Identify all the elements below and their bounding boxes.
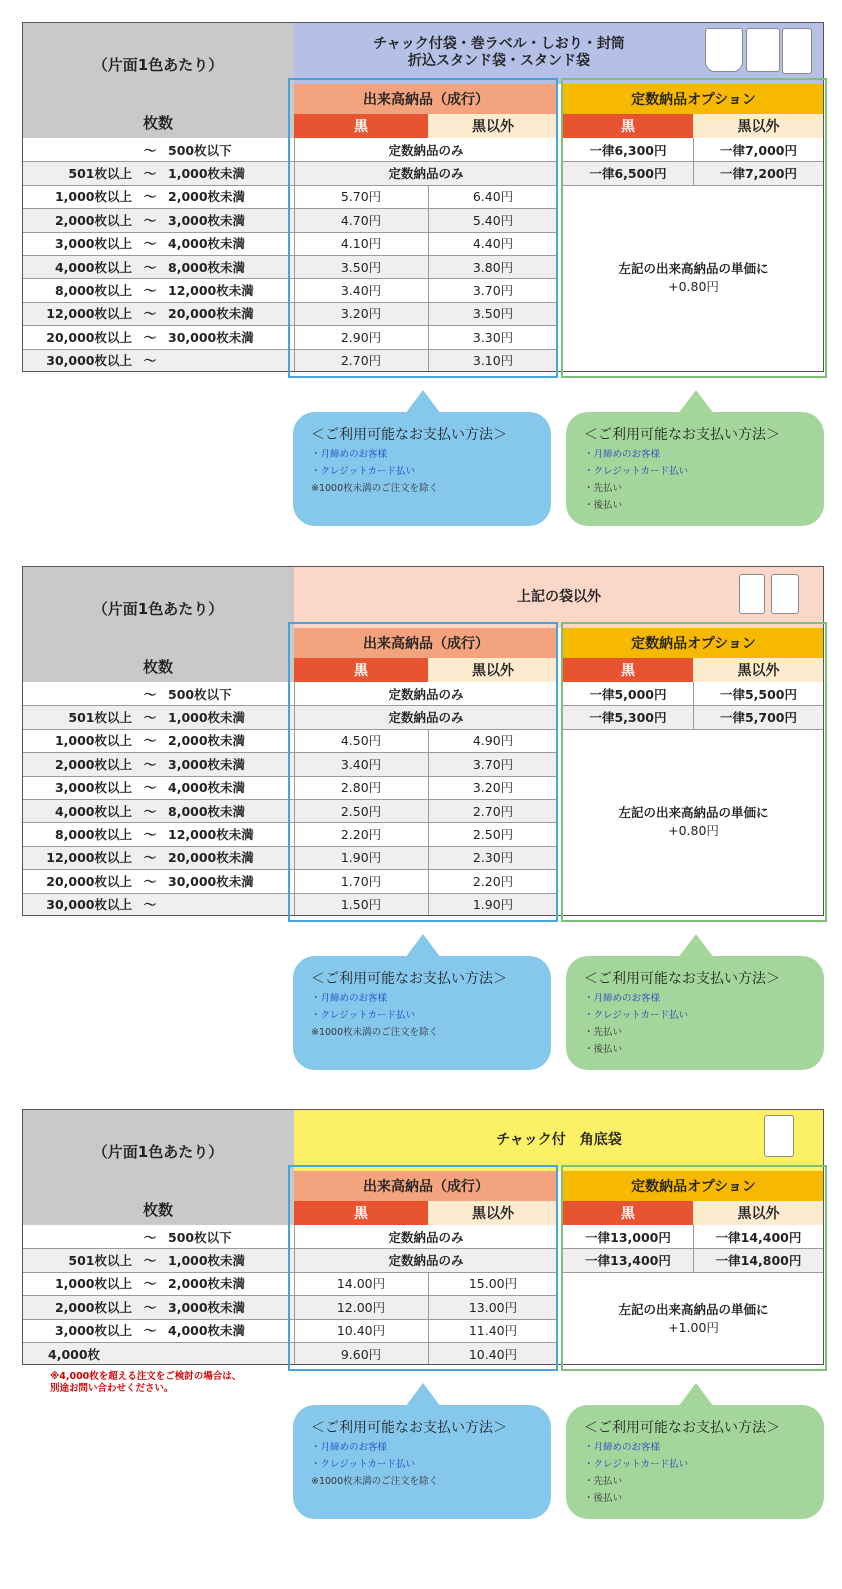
range-tilde: ～	[143, 259, 157, 275]
yield-highlight	[288, 622, 558, 922]
payment-method: ・月締めのお客様	[584, 1442, 661, 1454]
count-label: 枚数	[22, 650, 294, 682]
range-from: 1,000枚以上	[54, 1276, 132, 1292]
range-to: 20,000枚未満	[168, 850, 254, 866]
unit-label: （片面1色あたり）	[22, 1109, 294, 1193]
yield-black-header: 黒	[294, 658, 428, 682]
fixed-price-black: 一律13,400円	[585, 1253, 671, 1269]
bubble-tail	[405, 390, 441, 414]
quantity-range	[22, 161, 294, 184]
range-tilde: ～	[143, 189, 157, 205]
payment-title: ＜ご利用可能なお支払い方法＞	[584, 971, 780, 987]
yield-price-nonblack: 4.90円	[472, 733, 514, 749]
fixed-nonblack-header: 黒以外	[693, 1201, 824, 1225]
fixed-note-line1: 左記の出来高納品の単価に	[618, 261, 769, 277]
payment-method: ・先払い	[584, 1476, 623, 1488]
fixed-price-black: 一律6,500円	[589, 166, 667, 182]
payment-method: ・後払い	[584, 1044, 623, 1055]
payment-method: ・後払い	[584, 500, 623, 511]
fixed-price-nonblack: 一律7,200円	[719, 166, 798, 182]
yield-price-nonblack: 4.40円	[472, 236, 514, 252]
fixed-only-label: 定数納品のみ	[388, 1253, 464, 1269]
range-tilde: ～	[143, 236, 157, 252]
range-to: 4,000枚未満	[168, 780, 246, 796]
bubble-tail	[678, 390, 714, 414]
range-to: 2,000枚未満	[168, 1276, 246, 1292]
bubble-tail	[405, 934, 441, 958]
range-from: 8,000枚以上	[54, 827, 132, 843]
range-to: 3,000枚未満	[168, 212, 246, 228]
payment-method: ・月締めのお客様	[311, 993, 388, 1004]
payment-method: ・月締めのお客様	[584, 993, 661, 1004]
yield-price-black: 3.50円	[340, 259, 382, 275]
count-label: 枚数	[22, 106, 294, 138]
range-to: 12,000枚未満	[168, 827, 254, 843]
yield-delivery-header: 出来高納品（成行）	[294, 628, 558, 658]
quantity-range	[22, 325, 294, 348]
range-to: 8,000枚未満	[168, 259, 246, 275]
quantity-range	[22, 1272, 294, 1295]
yield-delivery-header: 出来高納品（成行）	[294, 84, 558, 114]
yield-price-black: 4.70円	[340, 212, 382, 228]
yield-delivery-header: 出来高納品（成行）	[294, 1171, 558, 1201]
fixed-note-line2: +0.80円	[668, 823, 719, 839]
yield-price-black: 12.00円	[336, 1299, 386, 1315]
payment-method: ・クレジットカード払い	[584, 1459, 688, 1471]
quantity-range	[22, 729, 294, 752]
range-tilde: ～	[143, 850, 157, 866]
range-tilde: ～	[143, 142, 157, 158]
fixed-price-nonblack: 一律5,500円	[719, 686, 798, 702]
price-section	[0, 22, 842, 511]
fixed-price-black: 一律5,000円	[589, 686, 667, 702]
range-tilde: ～	[143, 780, 157, 796]
quantity-range	[22, 846, 294, 869]
fixed-only-label: 定数納品のみ	[388, 142, 464, 158]
yield-price-nonblack: 11.40円	[468, 1323, 518, 1339]
quantity-range	[22, 869, 294, 892]
yield-price-nonblack: 2.70円	[472, 803, 514, 819]
yield-price-black: 3.40円	[340, 756, 382, 772]
yield-black-header: 黒	[294, 1201, 428, 1225]
yield-price-black: 2.20円	[340, 827, 382, 843]
yield-price-nonblack: 3.70円	[472, 756, 514, 772]
yield-price-nonblack: 1.90円	[472, 897, 514, 913]
quantity-range	[22, 302, 294, 325]
yield-black-header: 黒	[294, 114, 428, 138]
payment-method: ・先払い	[584, 1027, 623, 1038]
payment-method: ・クレジットカード払い	[584, 466, 688, 477]
unit-label: （片面1色あたり）	[22, 566, 294, 650]
yield-price-nonblack: 3.10円	[472, 353, 514, 369]
yield-highlight	[288, 78, 558, 378]
range-to: 3,000枚未満	[168, 756, 246, 772]
payment-bubble-fixed	[566, 412, 824, 526]
range-tilde: ～	[143, 1276, 157, 1292]
price-table	[22, 566, 824, 918]
fixed-note-line1: 左記の出来高納品の単価に	[618, 805, 769, 821]
fixed-delivery-header: 定数納品オプション	[563, 84, 824, 114]
price-section	[0, 566, 842, 1055]
range-tilde: ～	[143, 803, 157, 819]
fixed-price-black: 一律13,000円	[585, 1229, 671, 1245]
payment-method: ・クレジットカード払い	[311, 1459, 415, 1471]
payment-note: ※1000枚未満のご注文を除く	[311, 1027, 439, 1038]
bubble-tail	[678, 1383, 714, 1407]
payment-note: ※1000枚未満のご注文を除く	[311, 1476, 439, 1488]
range-to: 500枚以下	[168, 686, 232, 702]
quantity-range	[22, 822, 294, 845]
range-tilde: ～	[143, 1229, 157, 1245]
range-from: 501枚以上	[68, 1253, 132, 1269]
fixed-only-label: 定数納品のみ	[388, 166, 464, 182]
quantity-range	[22, 1248, 294, 1271]
yield-price-black: 1.50円	[340, 897, 382, 913]
yield-price-black: 3.20円	[340, 306, 382, 322]
range-to: 1,000枚未満	[168, 710, 246, 726]
quantity-range	[22, 138, 294, 161]
payment-note: ※1000枚未満のご注文を除く	[311, 483, 439, 494]
range-tilde: ～	[143, 212, 157, 228]
yield-price-nonblack: 6.40円	[472, 189, 514, 205]
range-tilde: ～	[143, 710, 157, 726]
yield-price-nonblack: 13.00円	[468, 1299, 518, 1315]
range-from: 20,000枚以上	[46, 329, 132, 345]
range-to: 500枚以下	[168, 1229, 232, 1245]
fixed-price-black: 一律6,300円	[589, 142, 667, 158]
footnote-line1: ※4,000枚を超える注文をご検討の場合は、	[50, 1371, 242, 1383]
fixed-highlight	[561, 78, 827, 378]
price-table	[22, 22, 824, 374]
range-to: 2,000枚未満	[168, 733, 246, 749]
range-to: 1,000枚未満	[168, 166, 246, 182]
quantity-range	[22, 255, 294, 278]
range-from: 30,000枚以上	[46, 897, 132, 913]
yield-price-nonblack: 3.70円	[472, 283, 514, 299]
range-tilde: ～	[143, 1323, 157, 1339]
range-from: 501枚以上	[68, 166, 132, 182]
payment-method: ・クレジットカード払い	[584, 1010, 688, 1021]
quantity-range	[22, 752, 294, 775]
range-from: 1,000枚以上	[54, 189, 132, 205]
range-from: 12,000枚以上	[46, 850, 132, 866]
range-tilde: ～	[143, 756, 157, 772]
footnote-line2: 別途お問い合わせください。	[50, 1383, 174, 1395]
payment-bubble-fixed	[566, 956, 824, 1070]
payment-method: ・クレジットカード払い	[311, 466, 415, 477]
product-title-line1: 上記の袋以外	[517, 588, 601, 605]
range-from: 3,000枚以上	[54, 236, 132, 252]
fixed-note-line2: +0.80円	[668, 279, 719, 295]
range-to: 500枚以下	[168, 142, 232, 158]
payment-title: ＜ご利用可能なお支払い方法＞	[311, 427, 507, 443]
range-tilde: ～	[143, 873, 157, 889]
range-tilde: ～	[143, 827, 157, 843]
yield-price-black: 1.90円	[340, 850, 382, 866]
quantity-range	[22, 682, 294, 705]
payment-bubble-yield	[293, 956, 551, 1070]
bubble-tail	[405, 1383, 441, 1407]
payment-method: ・月締めのお客様	[584, 449, 661, 460]
range-from: 501枚以上	[68, 710, 132, 726]
range-to: 2,000枚未満	[168, 189, 246, 205]
range-to: 4,000枚未満	[168, 236, 246, 252]
payment-title: ＜ご利用可能なお支払い方法＞	[311, 971, 507, 987]
fixed-delivery-header: 定数納品オプション	[563, 628, 824, 658]
range-from: 4,000枚以上	[54, 803, 132, 819]
quantity-range	[22, 232, 294, 255]
yield-price-nonblack: 15.00円	[468, 1276, 518, 1292]
yield-price-nonblack: 2.30円	[472, 850, 514, 866]
range-to: 3,000枚未満	[168, 1299, 246, 1315]
count-label: 枚数	[22, 1193, 294, 1225]
quantity-range	[22, 1225, 294, 1248]
yield-price-nonblack: 5.40円	[472, 212, 514, 228]
price-section	[0, 1109, 842, 1589]
yield-price-nonblack: 2.20円	[472, 873, 514, 889]
range-to: 4,000枚未満	[168, 1323, 246, 1339]
yield-nonblack-header: 黒以外	[428, 1201, 558, 1225]
yield-nonblack-header: 黒以外	[428, 658, 558, 682]
quantity-range	[22, 893, 294, 916]
range-from: 4,000枚以上	[54, 259, 132, 275]
fixed-delivery-header: 定数納品オプション	[563, 1171, 824, 1201]
payment-bubble-fixed	[566, 1405, 824, 1519]
yield-price-black: 9.60円	[340, 1346, 382, 1362]
yield-price-nonblack: 3.20円	[472, 780, 514, 796]
yield-price-black: 14.00円	[336, 1276, 386, 1292]
range-from: 12,000枚以上	[46, 306, 132, 322]
quantity-range	[22, 208, 294, 231]
quantity-range	[22, 278, 294, 301]
fixed-price-black: 一律5,300円	[589, 710, 667, 726]
payment-title: ＜ご利用可能なお支払い方法＞	[584, 1420, 780, 1437]
fixed-black-header: 黒	[563, 658, 693, 682]
range-tilde: ～	[143, 897, 157, 913]
fixed-highlight	[561, 1165, 827, 1371]
range-to: 30,000枚未満	[168, 873, 254, 889]
range-to: 20,000枚未満	[168, 306, 254, 322]
range-from: 8,000枚以上	[54, 283, 132, 299]
unit-label: （片面1色あたり）	[22, 22, 294, 106]
yield-price-black: 2.70円	[340, 353, 382, 369]
yield-price-nonblack: 3.50円	[472, 306, 514, 322]
quantity-range	[22, 1295, 294, 1318]
range-from: 20,000枚以上	[46, 873, 132, 889]
yield-highlight	[288, 1165, 558, 1371]
quantity-range	[22, 799, 294, 822]
payment-title: ＜ご利用可能なお支払い方法＞	[584, 427, 780, 443]
quantity-range	[22, 1342, 294, 1365]
fixed-black-header: 黒	[563, 114, 693, 138]
fixed-highlight	[561, 622, 827, 922]
footnote	[50, 1371, 241, 1395]
yield-price-black: 2.90円	[340, 329, 382, 345]
yield-price-black: 1.70円	[340, 873, 382, 889]
fixed-note-line1: 左記の出来高納品の単価に	[618, 1301, 769, 1317]
range-tilde: ～	[143, 283, 157, 299]
payment-bubble-yield	[293, 412, 551, 526]
fixed-price-nonblack: 一律14,800円	[715, 1253, 802, 1269]
range-from: 30,000枚以上	[46, 353, 132, 369]
range-tilde: ～	[143, 1253, 157, 1269]
range-to: 12,000枚未満	[168, 283, 254, 299]
yield-price-nonblack: 3.80円	[472, 259, 514, 275]
yield-price-black: 10.40円	[336, 1323, 386, 1339]
range-from: 3,000枚以上	[54, 1323, 132, 1339]
quantity-range	[22, 705, 294, 728]
yield-nonblack-header: 黒以外	[428, 114, 558, 138]
range-from: 2,000枚以上	[54, 212, 132, 228]
yield-price-nonblack: 3.30円	[472, 329, 514, 345]
range-tilde: ～	[143, 306, 157, 322]
payment-method: ・先払い	[584, 483, 623, 494]
payment-method: ・クレジットカード払い	[311, 1010, 415, 1021]
payment-title: ＜ご利用可能なお支払い方法＞	[311, 1420, 507, 1437]
payment-method: ・後払い	[584, 1493, 623, 1505]
range-tilde: ～	[143, 329, 157, 345]
product-title-line1: チャック付袋・巻ラベル・しおり・封筒	[373, 36, 625, 52]
bubble-tail	[678, 934, 714, 958]
fixed-black-header: 黒	[563, 1201, 693, 1225]
fixed-only-label: 定数納品のみ	[388, 686, 464, 702]
payment-method: ・月締めのお客様	[311, 1442, 388, 1454]
payment-method: ・月締めのお客様	[311, 449, 388, 460]
range-from: 4,000枚	[48, 1346, 101, 1362]
fixed-only-label: 定数納品のみ	[388, 710, 464, 726]
yield-price-black: 2.50円	[340, 803, 382, 819]
fixed-only-label: 定数納品のみ	[388, 1229, 464, 1245]
range-from: 2,000枚以上	[54, 1299, 132, 1315]
yield-price-black: 5.70円	[340, 189, 382, 205]
quantity-range	[22, 185, 294, 208]
quantity-range	[22, 349, 294, 372]
fixed-price-nonblack: 一律5,700円	[719, 710, 798, 726]
yield-price-black: 4.50円	[340, 733, 382, 749]
fixed-note-line2: +1.00円	[668, 1319, 719, 1335]
fixed-nonblack-header: 黒以外	[693, 658, 824, 682]
fixed-nonblack-header: 黒以外	[693, 114, 824, 138]
yield-price-black: 2.80円	[340, 780, 382, 796]
yield-price-nonblack: 2.50円	[472, 827, 514, 843]
range-tilde: ～	[143, 686, 157, 702]
range-to: 8,000枚未満	[168, 803, 246, 819]
fixed-price-nonblack: 一律7,000円	[719, 142, 798, 158]
range-from: 1,000枚以上	[54, 733, 132, 749]
range-tilde: ～	[143, 166, 157, 182]
quantity-range	[22, 1319, 294, 1342]
quantity-range	[22, 776, 294, 799]
range-from: 3,000枚以上	[54, 780, 132, 796]
product-title-line2: 折込スタンド袋・スタンド袋	[408, 53, 590, 69]
product-title-line1: チャック付 角底袋	[496, 1131, 622, 1148]
range-tilde: ～	[143, 353, 157, 369]
range-to: 30,000枚未満	[168, 329, 254, 345]
fixed-price-nonblack: 一律14,400円	[715, 1229, 802, 1245]
range-tilde: ～	[143, 1299, 157, 1315]
yield-price-black: 3.40円	[340, 283, 382, 299]
range-from: 2,000枚以上	[54, 756, 132, 772]
range-tilde: ～	[143, 733, 157, 749]
range-to: 1,000枚未満	[168, 1253, 246, 1269]
yield-price-black: 4.10円	[340, 236, 382, 252]
yield-price-nonblack: 10.40円	[468, 1346, 518, 1362]
payment-bubble-yield	[293, 1405, 551, 1519]
